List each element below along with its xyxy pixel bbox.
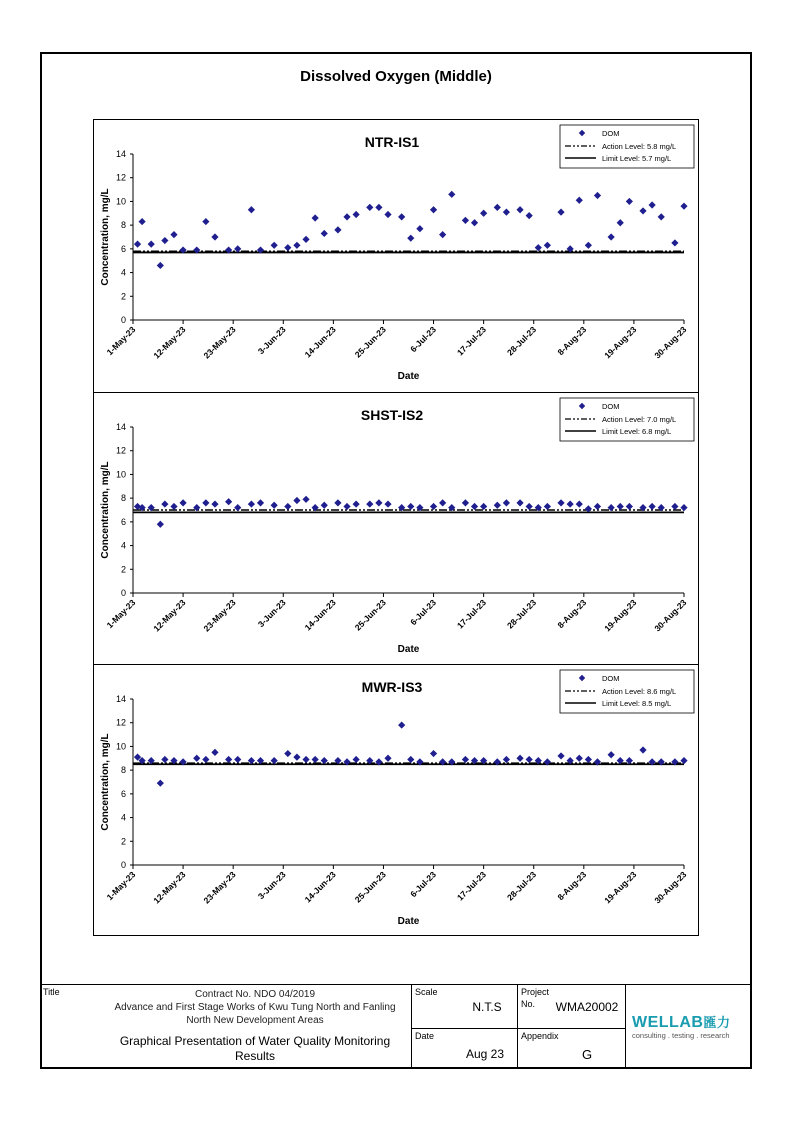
project-no-label: No. bbox=[521, 999, 536, 1009]
x-axis-label: Date bbox=[397, 644, 420, 655]
dom-point bbox=[671, 503, 678, 510]
dom-point bbox=[202, 499, 209, 506]
title-cell bbox=[40, 985, 412, 1069]
dom-point bbox=[680, 757, 687, 764]
dom-point bbox=[471, 503, 478, 510]
dom-point bbox=[680, 203, 687, 210]
y-tick-label: 6 bbox=[120, 243, 126, 254]
dom-point bbox=[576, 755, 583, 762]
y-tick-label: 4 bbox=[120, 540, 126, 551]
x-tick-label: 3-Jun-23 bbox=[255, 869, 288, 902]
dom-point bbox=[494, 204, 501, 211]
y-tick-label: 10 bbox=[115, 469, 126, 480]
dom-point bbox=[576, 500, 583, 507]
appendix-value: G bbox=[581, 1047, 593, 1062]
x-tick-label: 6-Jul-23 bbox=[408, 869, 438, 900]
date-cell bbox=[412, 1029, 518, 1069]
dom-point bbox=[384, 211, 391, 218]
y-tick-label: 8 bbox=[120, 220, 126, 231]
dom-point bbox=[271, 502, 278, 509]
y-tick-label: 6 bbox=[120, 788, 126, 799]
dom-point bbox=[576, 197, 583, 204]
dom-point bbox=[179, 499, 186, 506]
dom-point bbox=[516, 206, 523, 213]
chart-mwr-is3 bbox=[94, 665, 698, 937]
appendix-label: Appendix bbox=[521, 1031, 559, 1041]
dom-point bbox=[234, 756, 241, 763]
dom-point bbox=[407, 235, 414, 242]
chart-title-ntr-is1: NTR-IS1 bbox=[364, 134, 420, 150]
y-tick-label: 10 bbox=[115, 196, 126, 207]
dom-point bbox=[234, 245, 241, 252]
x-tick-label: 19-Aug-23 bbox=[602, 324, 639, 361]
project-label: Project bbox=[521, 987, 550, 997]
dom-point bbox=[353, 756, 360, 763]
dom-point bbox=[302, 756, 309, 763]
dom-point bbox=[680, 504, 687, 511]
dom-point bbox=[557, 209, 564, 216]
dom-point bbox=[312, 214, 319, 221]
y-axis-label: Concentration, mg/L bbox=[100, 733, 111, 831]
dom-point bbox=[375, 499, 382, 506]
legend-action-label: Action Level: 8.6 mg/L bbox=[602, 687, 677, 696]
dom-point bbox=[407, 503, 414, 510]
scale-value: N.T.S bbox=[472, 1000, 502, 1014]
dom-point bbox=[416, 225, 423, 232]
y-tick-label: 8 bbox=[120, 493, 126, 504]
dom-point bbox=[585, 505, 592, 512]
main-title-line-1: Graphical Presentation of Water Quality Monitoring bbox=[119, 1034, 391, 1048]
dom-point bbox=[526, 212, 533, 219]
dom-point bbox=[293, 754, 300, 761]
dom-point bbox=[516, 755, 523, 762]
dom-point bbox=[557, 499, 564, 506]
y-tick-label: 14 bbox=[115, 694, 126, 704]
y-axis-label: Concentration, mg/L bbox=[100, 188, 111, 286]
dom-point bbox=[366, 500, 373, 507]
dom-point bbox=[594, 503, 601, 510]
dom-point bbox=[284, 244, 291, 251]
x-tick-label: 28-Jul-23 bbox=[505, 324, 539, 358]
dom-point bbox=[567, 500, 574, 507]
dom-point bbox=[321, 230, 328, 237]
dom-point bbox=[139, 218, 146, 225]
dom-point bbox=[471, 219, 478, 226]
dom-point bbox=[585, 756, 592, 763]
date-value: Aug 23 bbox=[465, 1047, 505, 1061]
y-tick-label: 10 bbox=[115, 741, 126, 752]
dom-point bbox=[157, 262, 164, 269]
dom-point bbox=[202, 218, 209, 225]
dom-point bbox=[257, 499, 264, 506]
y-tick-label: 12 bbox=[115, 445, 126, 456]
chart-title-mwr-is3: MWR-IS3 bbox=[361, 679, 423, 695]
x-tick-label: 19-Aug-23 bbox=[602, 869, 639, 906]
x-tick-label: 3-Jun-23 bbox=[255, 597, 288, 630]
dom-point bbox=[271, 757, 278, 764]
x-axis-label: Date bbox=[397, 371, 420, 382]
dom-point bbox=[671, 239, 678, 246]
dom-point bbox=[439, 231, 446, 238]
dom-point bbox=[170, 231, 177, 238]
y-tick-label: 8 bbox=[120, 765, 126, 776]
dom-point bbox=[639, 746, 646, 753]
page-title: Dissolved Oxygen (Middle) bbox=[300, 68, 492, 85]
contract-line-2: Advance and First Stage Works of Kwu Tung North and Fanling bbox=[114, 1002, 396, 1013]
dom-point bbox=[375, 204, 382, 211]
dom-point bbox=[202, 756, 209, 763]
dom-point bbox=[557, 752, 564, 759]
dom-point bbox=[193, 755, 200, 762]
contract-line-1: Contract No. NDO 04/2019 bbox=[194, 989, 316, 1000]
dom-point bbox=[384, 500, 391, 507]
dom-point bbox=[594, 192, 601, 199]
scale-cell bbox=[412, 985, 518, 1029]
charts-container bbox=[93, 119, 699, 936]
x-tick-label: 8-Aug-23 bbox=[555, 869, 589, 903]
dom-point bbox=[608, 751, 615, 758]
x-axis-label: Date bbox=[397, 916, 420, 927]
y-tick-label: 4 bbox=[120, 267, 126, 278]
legend-limit-label: Limit Level: 8.5 mg/L bbox=[602, 699, 672, 708]
dom-point bbox=[248, 206, 255, 213]
dom-point bbox=[639, 207, 646, 214]
x-tick-label: 1-May-23 bbox=[104, 324, 138, 358]
x-tick-label: 14-Jun-23 bbox=[302, 324, 338, 360]
dom-point bbox=[617, 503, 624, 510]
chart-shst-is2 bbox=[94, 393, 698, 665]
date-label: Date bbox=[415, 1031, 435, 1041]
x-tick-label: 23-May-23 bbox=[201, 324, 238, 361]
x-tick-label: 28-Jul-23 bbox=[505, 597, 539, 631]
dom-point bbox=[234, 504, 241, 511]
x-tick-label: 14-Jun-23 bbox=[302, 869, 338, 905]
dom-point bbox=[225, 756, 232, 763]
legend-dom-label: DOM bbox=[602, 402, 620, 411]
legend-action-label: Action Level: 7.0 mg/L bbox=[602, 415, 677, 424]
chart-ntr-is1 bbox=[94, 120, 698, 392]
title-label: Title bbox=[43, 987, 60, 997]
dom-point bbox=[462, 499, 469, 506]
x-tick-label: 3-Jun-23 bbox=[255, 324, 288, 357]
dom-point bbox=[334, 499, 341, 506]
dom-point bbox=[526, 503, 533, 510]
dom-point bbox=[480, 210, 487, 217]
legend-dom-label: DOM bbox=[602, 674, 620, 683]
dom-point bbox=[503, 209, 510, 216]
x-tick-label: 1-May-23 bbox=[104, 869, 138, 903]
x-tick-label: 23-May-23 bbox=[201, 597, 238, 634]
legend-limit-label: Limit Level: 5.7 mg/L bbox=[602, 154, 672, 163]
x-tick-label: 12-May-23 bbox=[151, 324, 188, 361]
x-tick-label: 25-Jun-23 bbox=[352, 869, 388, 905]
chart-panel-ntr-is1 bbox=[94, 120, 698, 392]
x-tick-label: 30-Aug-23 bbox=[652, 597, 689, 634]
dom-point bbox=[353, 500, 360, 507]
legend-limit-label: Limit Level: 6.8 mg/L bbox=[602, 427, 672, 436]
logo-tagline: consulting . testing . research bbox=[632, 1031, 730, 1040]
dom-point bbox=[211, 500, 218, 507]
x-tick-label: 1-May-23 bbox=[104, 597, 138, 631]
dom-point bbox=[658, 213, 665, 220]
x-tick-label: 8-Aug-23 bbox=[555, 597, 589, 631]
dom-point bbox=[626, 198, 633, 205]
x-tick-label: 19-Aug-23 bbox=[602, 597, 639, 634]
dom-point bbox=[480, 503, 487, 510]
dom-point bbox=[494, 502, 501, 509]
dom-point bbox=[343, 503, 350, 510]
y-axis-label: Concentration, mg/L bbox=[100, 461, 111, 559]
dom-point bbox=[462, 756, 469, 763]
dom-point bbox=[462, 217, 469, 224]
contract-line-3: North New Development Areas bbox=[186, 1015, 324, 1026]
dom-point bbox=[366, 204, 373, 211]
y-tick-label: 12 bbox=[115, 172, 126, 183]
dom-point bbox=[448, 191, 455, 198]
y-tick-label: 4 bbox=[120, 812, 126, 823]
dom-point bbox=[353, 211, 360, 218]
dom-point bbox=[161, 500, 168, 507]
dom-point bbox=[211, 749, 218, 756]
dom-point bbox=[343, 213, 350, 220]
y-tick-label: 2 bbox=[120, 836, 126, 847]
main-title-line-2: Results bbox=[234, 1049, 275, 1063]
x-tick-label: 23-May-23 bbox=[201, 869, 238, 906]
legend-dom-label: DOM bbox=[602, 129, 620, 138]
dom-point bbox=[321, 757, 328, 764]
dom-point bbox=[312, 756, 319, 763]
dom-point bbox=[535, 244, 542, 251]
appendix-cell bbox=[518, 1029, 626, 1069]
y-tick-label: 14 bbox=[115, 149, 126, 159]
dom-point bbox=[157, 780, 164, 787]
legend-action-label: Action Level: 5.8 mg/L bbox=[602, 142, 677, 151]
dom-point bbox=[384, 755, 391, 762]
dom-point bbox=[608, 233, 615, 240]
dom-point bbox=[134, 241, 141, 248]
y-tick-label: 0 bbox=[120, 860, 126, 870]
dom-point bbox=[439, 499, 446, 506]
x-tick-label: 6-Jul-23 bbox=[408, 324, 438, 355]
logo-cell bbox=[626, 985, 750, 1069]
dom-point bbox=[430, 750, 437, 757]
dom-point bbox=[617, 219, 624, 226]
chart-title-shst-is2: SHST-IS2 bbox=[360, 407, 424, 423]
dom-point bbox=[302, 236, 309, 243]
dom-point bbox=[407, 756, 414, 763]
company-logo bbox=[632, 1012, 730, 1032]
y-tick-label: 6 bbox=[120, 516, 126, 527]
logo-name: WELLAB bbox=[632, 1014, 704, 1031]
dom-point bbox=[302, 496, 309, 503]
x-tick-label: 12-May-23 bbox=[151, 597, 188, 634]
dom-point bbox=[649, 201, 656, 208]
x-tick-label: 14-Jun-23 bbox=[302, 597, 338, 633]
dom-point bbox=[248, 500, 255, 507]
dom-point bbox=[170, 503, 177, 510]
dom-point bbox=[398, 721, 405, 728]
y-tick-label: 0 bbox=[120, 588, 126, 598]
scale-label: Scale bbox=[415, 987, 438, 997]
y-tick-label: 2 bbox=[120, 291, 126, 302]
project-value: WMA20002 bbox=[555, 1000, 619, 1014]
dom-point bbox=[211, 233, 218, 240]
dom-point bbox=[503, 499, 510, 506]
dom-point bbox=[649, 503, 656, 510]
dom-point bbox=[544, 503, 551, 510]
title-block bbox=[40, 984, 752, 1069]
y-tick-label: 2 bbox=[120, 564, 126, 575]
dom-point bbox=[293, 242, 300, 249]
dom-point bbox=[271, 242, 278, 249]
dom-point bbox=[398, 213, 405, 220]
dom-point bbox=[161, 237, 168, 244]
dom-point bbox=[321, 502, 328, 509]
dom-point bbox=[284, 750, 291, 757]
dom-point bbox=[161, 756, 168, 763]
x-tick-label: 6-Jul-23 bbox=[408, 597, 438, 628]
logo-chinese: 匯力 bbox=[703, 1015, 731, 1030]
y-tick-label: 12 bbox=[115, 717, 126, 728]
dom-point bbox=[526, 756, 533, 763]
dom-point bbox=[225, 498, 232, 505]
y-tick-label: 0 bbox=[120, 315, 126, 325]
dom-point bbox=[293, 497, 300, 504]
x-tick-label: 30-Aug-23 bbox=[652, 869, 689, 906]
dom-point bbox=[148, 241, 155, 248]
dom-point bbox=[334, 226, 341, 233]
dom-point bbox=[516, 499, 523, 506]
dom-point bbox=[585, 242, 592, 249]
chart-panel-shst-is2 bbox=[94, 392, 698, 665]
dom-point bbox=[157, 521, 164, 528]
x-tick-label: 8-Aug-23 bbox=[555, 324, 589, 358]
x-tick-label: 17-Jul-23 bbox=[454, 869, 489, 903]
dom-point bbox=[430, 503, 437, 510]
x-tick-label: 17-Jul-23 bbox=[454, 597, 489, 631]
chart-panel-mwr-is3 bbox=[94, 664, 698, 937]
project-cell bbox=[518, 985, 626, 1029]
dom-point bbox=[626, 503, 633, 510]
y-tick-label: 14 bbox=[115, 422, 126, 432]
x-tick-label: 12-May-23 bbox=[151, 869, 188, 906]
x-tick-label: 25-Jun-23 bbox=[352, 597, 388, 633]
dom-point bbox=[430, 206, 437, 213]
dom-point bbox=[284, 503, 291, 510]
dom-point bbox=[544, 242, 551, 249]
dom-point bbox=[503, 756, 510, 763]
x-tick-label: 28-Jul-23 bbox=[505, 869, 539, 903]
x-tick-label: 17-Jul-23 bbox=[454, 324, 489, 358]
x-tick-label: 30-Aug-23 bbox=[652, 324, 689, 361]
x-tick-label: 25-Jun-23 bbox=[352, 324, 388, 360]
